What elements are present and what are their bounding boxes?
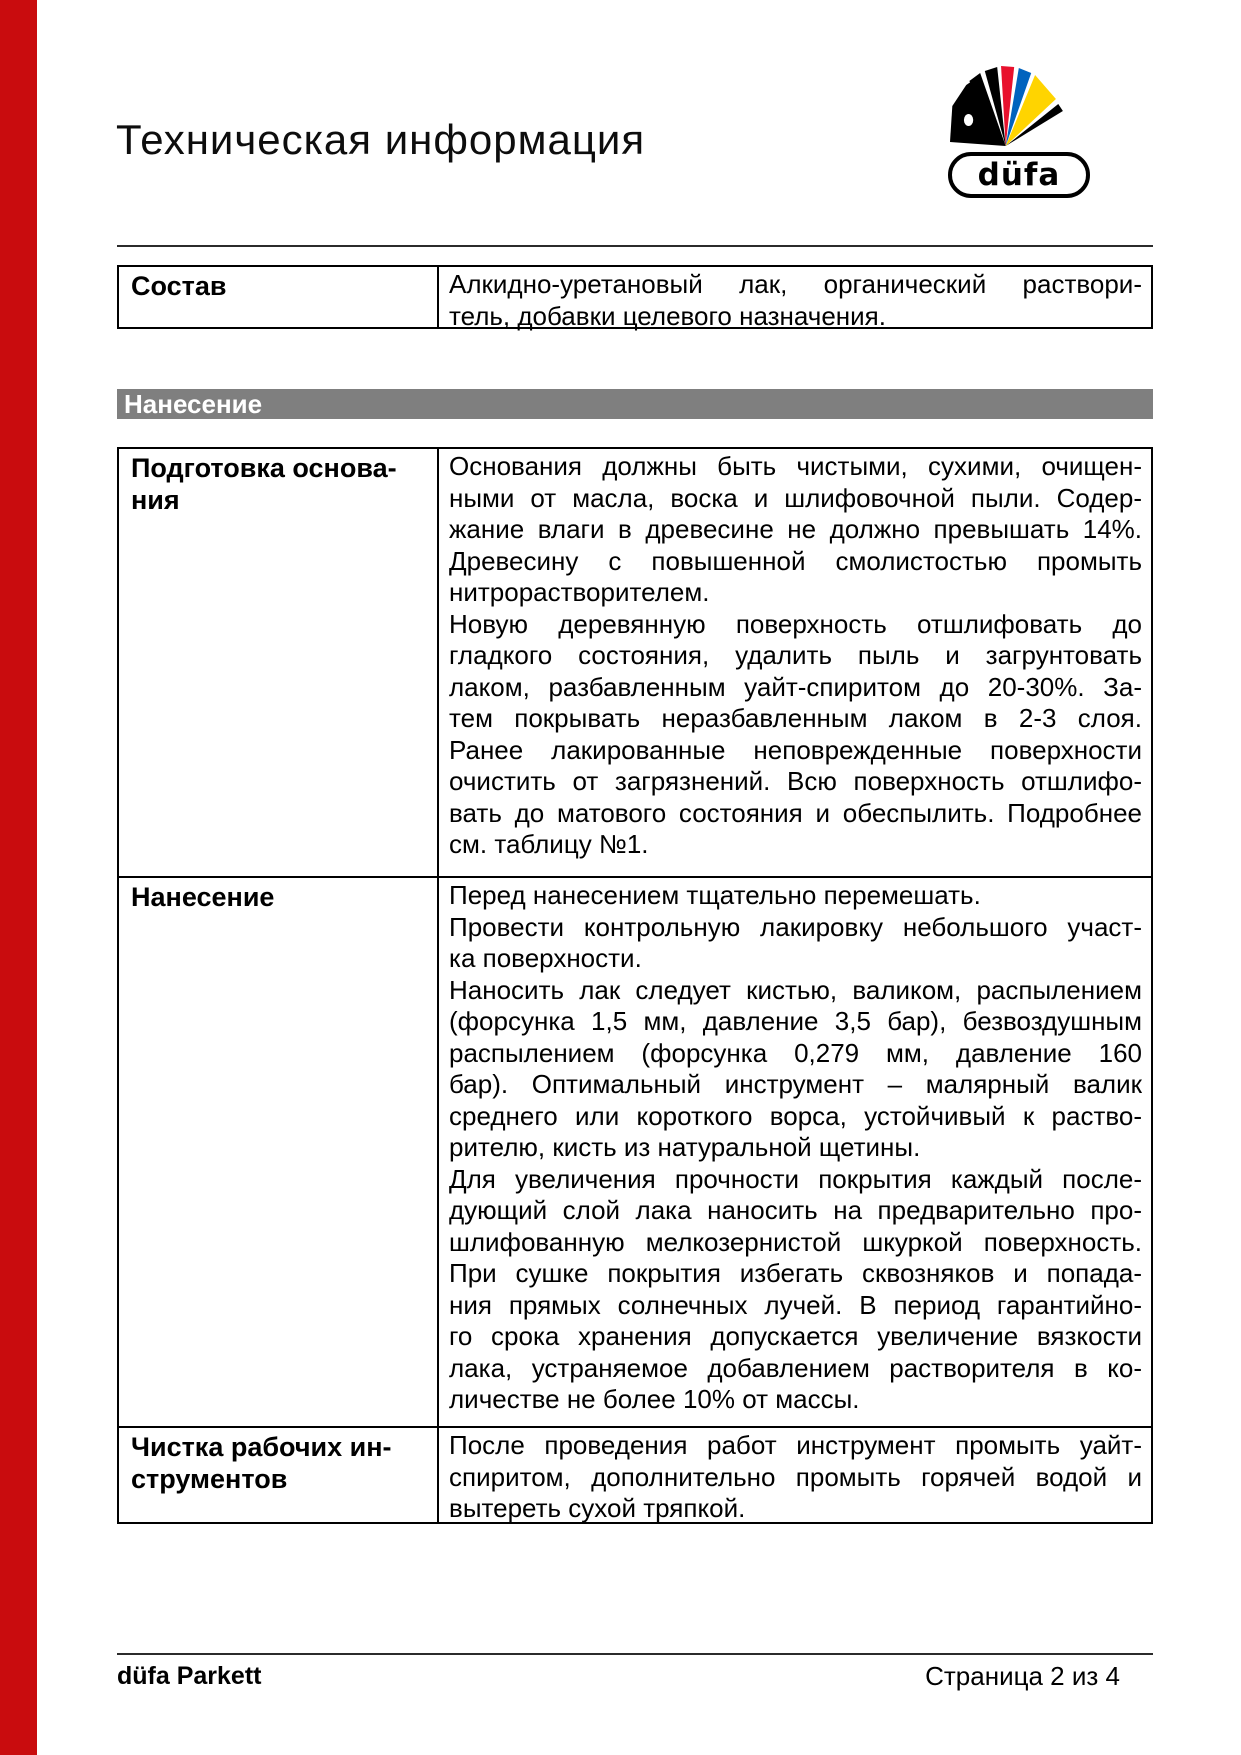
text-line: Алкидно-уретановый лак, органический раствори- [449,269,1142,299]
text-line: (форсунка 1,5 мм, давление 3,5 бар), безвоздушным [449,1006,1142,1036]
text-line: ными от масла, воска и шлифовочной пыли. Содер- [449,482,1142,513]
text-line: спиритом, дополнительно промыть горячей водой и [449,1461,1142,1492]
label-line: Подготовка основа- [131,453,397,483]
text-line: вать до матового состояния и обеспылить. Подробнее [449,797,1142,828]
text-line: дующий слой лака наносить на предварительно про- [449,1195,1142,1225]
text-line: лака, устраняемое добавлением растворителя в ко- [449,1352,1142,1383]
left-accent-bar [0,0,37,1755]
text-line: Для увеличения прочности покрытия каждый после- [449,1163,1142,1194]
page-title: Техническая информация [116,116,646,163]
text-line: Провести контрольную лакировку небольшого участ- [449,911,1142,942]
application-table [117,447,1153,1524]
composition-text [439,267,1151,331]
table-row [119,1426,1151,1522]
text-line: ка поверхности. [449,943,642,973]
text-line: тем покрывать неразбавленным лаком в 2-3 слоя. [449,703,1142,733]
text-line: распылением (форсунка 0,279 мм, давление 160 [449,1037,1142,1068]
text-line: Новую деревянную поверхность отшлифовать до [449,608,1142,639]
footer-rule [117,1653,1153,1655]
row-label [119,878,439,1426]
label-line: Чистка рабочих ин- [131,1432,392,1462]
table-row [119,267,1151,331]
label-line: ния [131,485,180,515]
row-label [119,1428,439,1522]
text-line: рителю, кисть из натуральной щетины. [449,1132,921,1162]
row-text [439,878,1151,1426]
text-line: очистить от загрязнений. Всю поверхность отшлифо- [449,766,1142,796]
text-line: бар). Оптимальный инструмент – малярный валик [449,1069,1142,1099]
text-line: гладкого состояния, удалить пыль и загрунтовать [449,640,1142,670]
footer-product-name: düfa Parkett [117,1662,262,1690]
header-rule [117,245,1153,247]
section-header-bar [117,389,1153,419]
row-label [119,449,439,876]
label-line: струментов [131,1464,288,1494]
text-line: Перед нанесением тщательно перемешать. [449,880,981,910]
text-line: жание влаги в древесине не должно превышать 14%. [449,514,1142,544]
text-line: Ранее лакированные неповрежденные поверхности [449,734,1142,765]
text-line: го срока хранения допускается увеличение вязкости [449,1321,1142,1351]
text-line: При сушке покрытия избегать сквозняков и попада- [449,1258,1142,1288]
footer-page-number: Страница 2 из 4 [925,1661,1120,1691]
dufa-wordmark: düfa [977,156,1061,193]
text-line: Основания должны быть чистыми, сухими, очищен- [449,451,1142,481]
text-line: личестве не более 10% от массы. [449,1384,860,1414]
text-line: ния прямых солнечных лучей. В период гарантийно- [449,1289,1142,1320]
text-line: шлифованную мелкозернистой шкуркой поверхность. [449,1226,1142,1257]
text-line: вытереть сухой тряпкой. [449,1493,746,1523]
dufa-logo [948,58,1092,202]
table-row [119,876,1151,1426]
dufa-wordmark-oval [948,152,1090,198]
composition-table [117,265,1153,329]
text-line: Древесину с повышенной смолистостью промыть [449,545,1142,576]
text-line: нитрорастворителем. [449,577,710,607]
section-title: Нанесение [124,389,263,419]
text-line: см. таблицу №1. [449,829,649,859]
table-row [119,449,1151,876]
row-text [439,449,1151,876]
text-line: После проведения работ инструмент промыть уайт- [449,1430,1142,1460]
composition-label: Состав [119,267,439,327]
text-line: среднего или короткого ворса, устойчивый к раство- [449,1100,1142,1131]
text-line: лаком, разбавленным уайт-спиритом до 20-30%. За- [449,671,1142,702]
dufa-fan-icon [950,58,1066,150]
label-line: Нанесение [131,882,275,912]
text-line: Наносить лак следует кистью, валиком, распылением [449,974,1142,1005]
text-line: тель, добавки целевого назначения. [449,300,886,331]
row-text [439,1428,1151,1522]
